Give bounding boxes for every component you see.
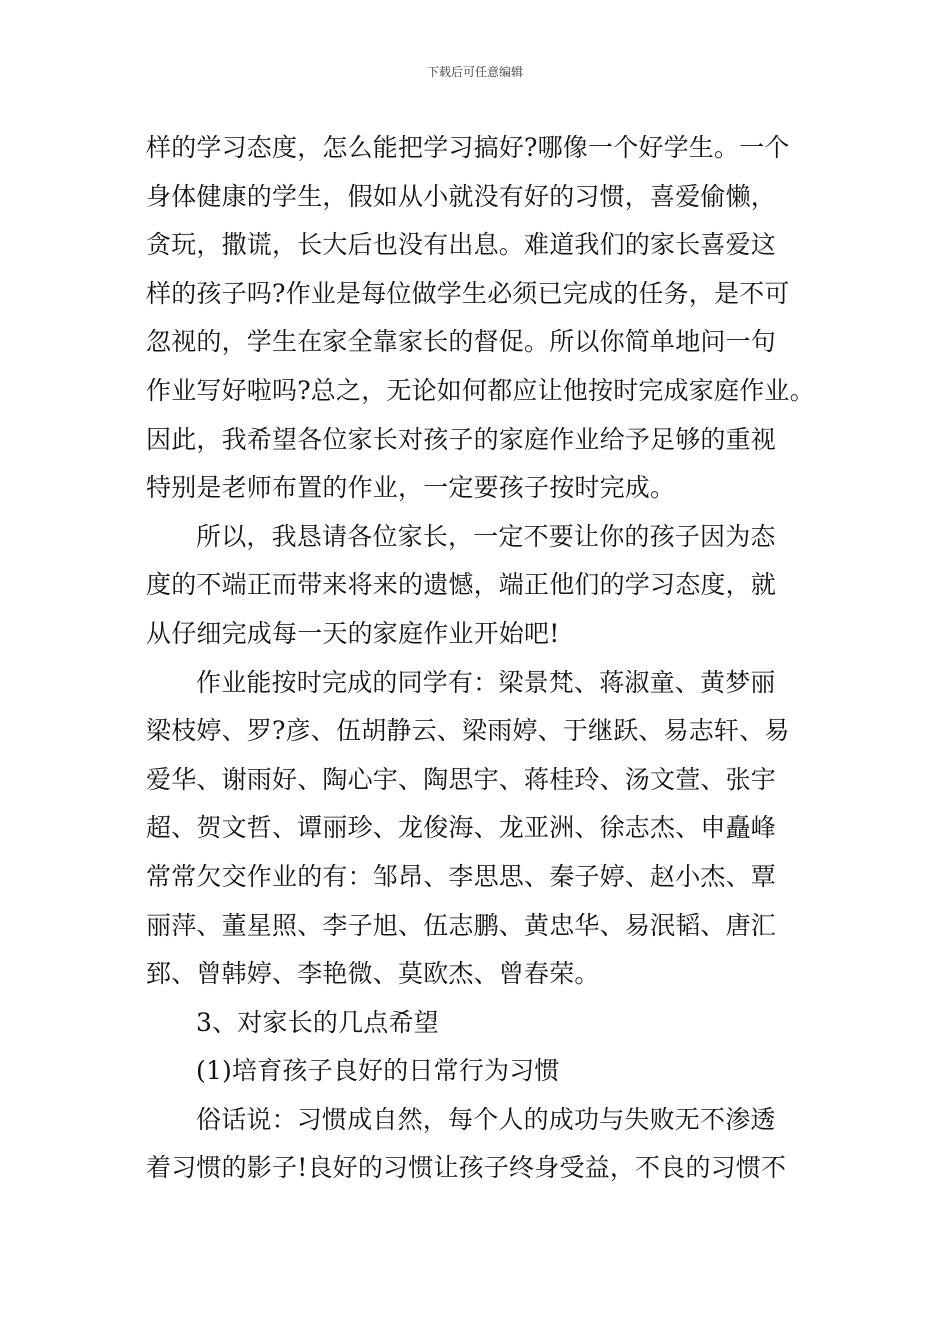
subsection-heading: (1)培育孩子良好的日常行为习惯 (196, 1056, 560, 1086)
text-line: 超、贺文哲、谭丽珍、龙俊海、龙亚洲、徐志杰、申矗峰 (146, 813, 777, 843)
text-line: 贪玩，撒谎，长大后也没有出息。难道我们的家长喜爱这 (146, 230, 777, 260)
paragraph-start-line: 所以，我恳请各位家长，一定不要让你的孩子因为态 (196, 521, 776, 551)
text-line: 郅、曾韩婷、李艳微、莫欧杰、曾春荣。 (146, 959, 600, 989)
text-line: 样的孩子吗?作业是每位做学生必须已完成的任务，是不可 (146, 278, 790, 308)
text-line: 作业写好啦吗?总之，无论如何都应让他按时完成家庭作业。 (146, 375, 815, 405)
text-line: 梁枝婷、罗?彦、伍胡静云、梁雨婷、于继跃、易志轩、易 (146, 716, 790, 746)
text-line: 特别是老师布置的作业，一定要孩子按时完成。 (146, 473, 676, 503)
paragraph-start-line: 俗话说：习惯成自然，每个人的成功与失败无不渗透 (196, 1104, 776, 1134)
page-header: 下载后可任意编辑 (426, 65, 523, 79)
section-heading: 3、对家长的几点希望 (196, 1007, 439, 1037)
text-line: 身体健康的学生，假如从小就没有好的习惯，喜爱偷懒， (146, 181, 777, 211)
text-line: 丽萍、董星照、李子旭、伍志鹏、黄忠华、易泯韬、唐汇 (146, 910, 777, 940)
text-line: 着习惯的影子!良好的习惯让孩子终身受益，不良的习惯不 (146, 1153, 787, 1183)
text-line: 爱华、谢雨好、陶心宇、陶思宇、蒋桂玲、汤文萱、张宇 (146, 764, 777, 794)
text-line: 因此，我希望各位家长对孩子的家庭作业给予足够的重视 (146, 424, 777, 454)
document-body (146, 124, 826, 1193)
paragraph-start-line: 作业能按时完成的同学有：梁景梵、蒋淑童、黄梦丽 (196, 667, 776, 697)
text-line: 常常欠交作业的有：邹昂、李思思、秦子婷、赵小杰、覃 (146, 861, 777, 891)
text-line: 忽视的，学生在家全靠家长的督促。所以你简单地问一句 (146, 327, 777, 357)
text-line: 样的学习态度，怎么能把学习搞好?哪像一个好学生。一个 (146, 133, 790, 162)
text-line: 度的不端正而带来将来的遗憾，端正他们的学习态度，就 (146, 570, 777, 600)
text-line: 从仔细完成每一天的家庭作业开始吧! (146, 618, 560, 648)
